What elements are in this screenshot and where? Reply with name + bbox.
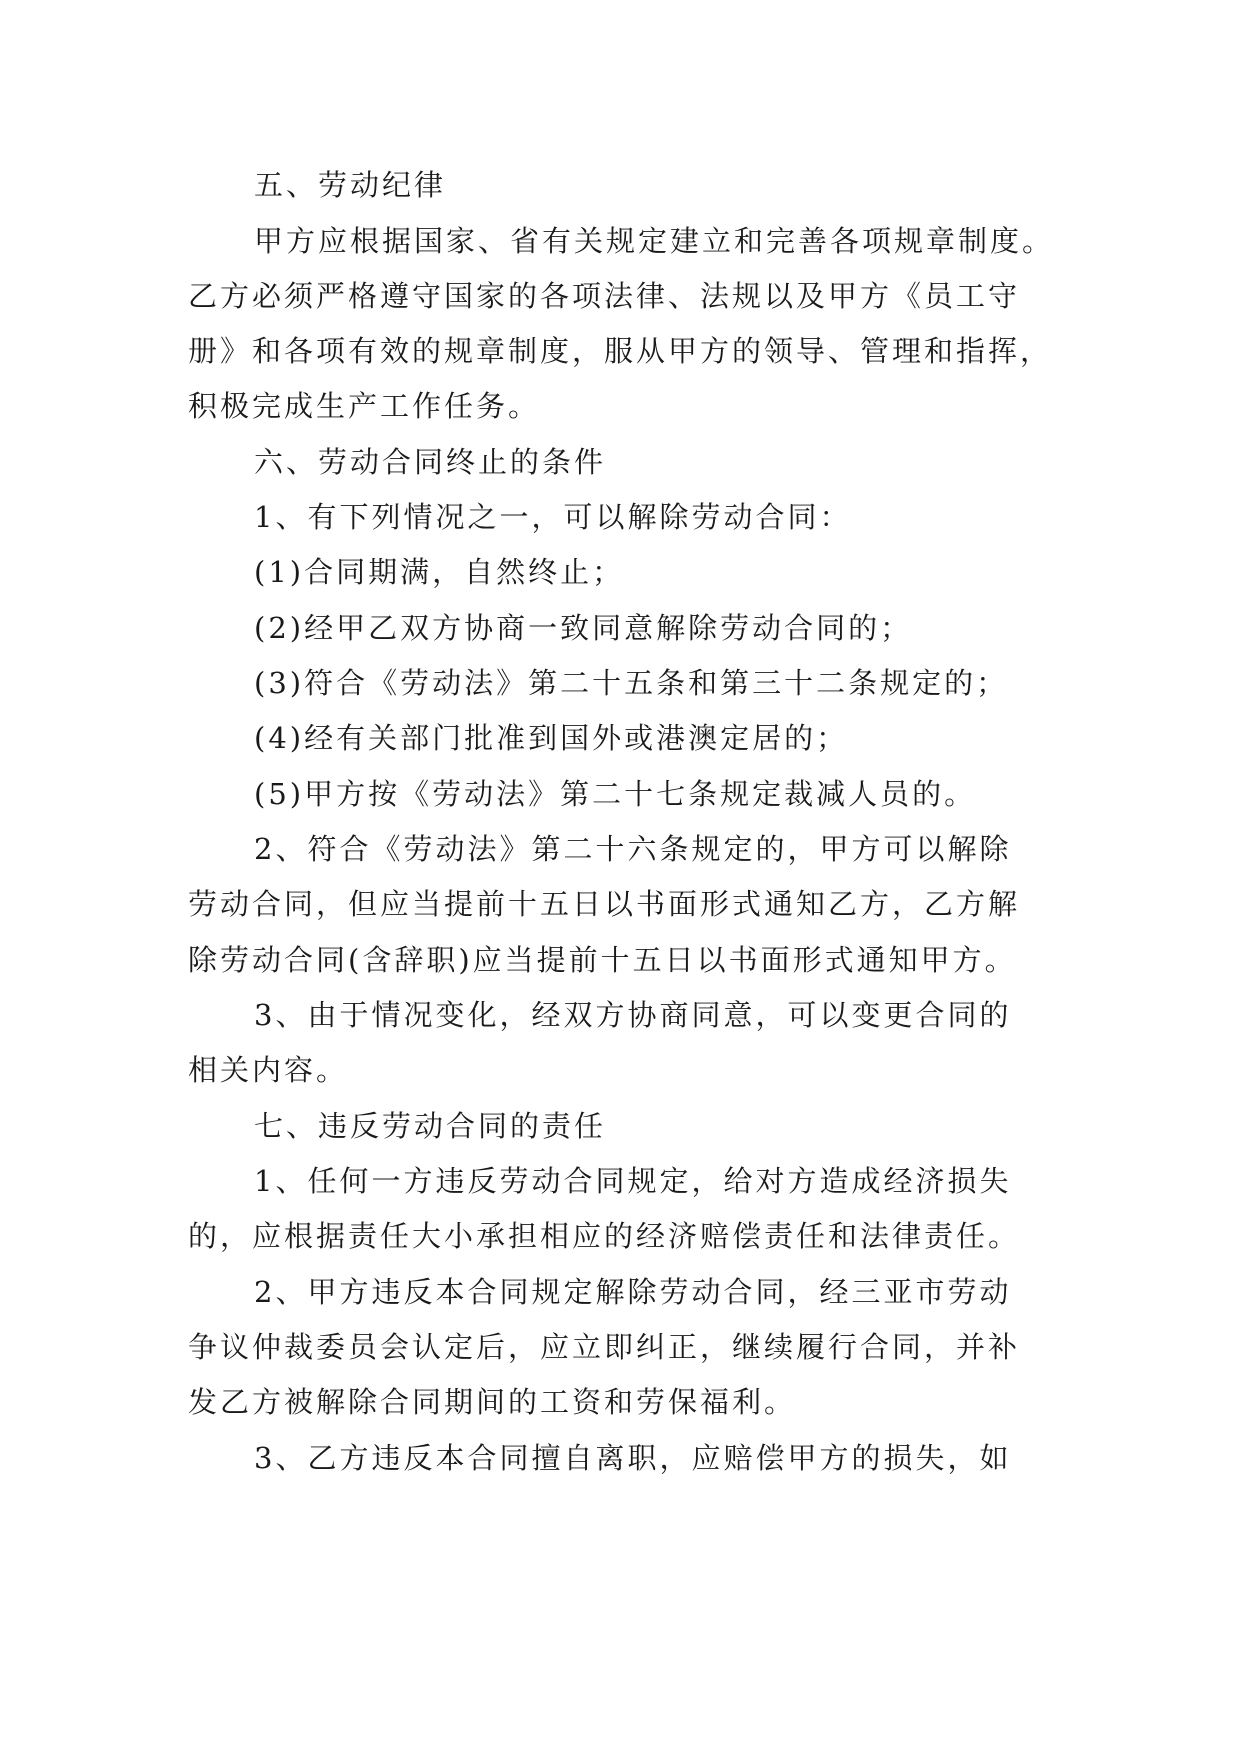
list-item: (2)经甲乙双方协商一致同意解除劳动合同的；: [254, 611, 913, 645]
paragraph-line: 乙方必须严格遵守国家的各项法律、法规以及甲方《员工守: [188, 279, 1021, 313]
clause-line: 3、由于情况变化，经双方协商同意，可以变更合同的: [254, 998, 1012, 1032]
clause-line: 2、甲方违反本合同规定解除劳动合同，经三亚市劳动: [254, 1275, 1012, 1309]
section-heading-labor-discipline: 五、劳动纪律: [254, 168, 447, 202]
paragraph-line: 除劳动合同(含辞职)应当提前十五日以书面形式通知甲方。: [188, 943, 1017, 977]
list-item: (5)甲方按《劳动法》第二十七条规定裁减人员的。: [254, 777, 977, 811]
clause-line: 1、任何一方违反劳动合同规定，给对方造成经济损失: [254, 1164, 1012, 1198]
clause-line: 1、有下列情况之一，可以解除劳动合同：: [254, 500, 852, 534]
paragraph-line: 积极完成生产工作任务。: [188, 389, 541, 423]
list-item: (3)符合《劳动法》第二十五条和第三十二条规定的；: [254, 666, 1009, 700]
paragraph-line: 册》和各项有效的规章制度，服从甲方的领导、管理和指挥，: [188, 334, 1053, 368]
list-item: (1)合同期满，自然终止；: [254, 555, 625, 589]
clause-line: 2、符合《劳动法》第二十六条规定的，甲方可以解除: [254, 832, 1012, 866]
section-heading-termination-conditions: 六、劳动合同终止的条件: [254, 445, 607, 479]
paragraph-line: 相关内容。: [188, 1053, 349, 1087]
paragraph-line: 的，应根据责任大小承担相应的经济赔偿责任和法律责任。: [188, 1219, 1021, 1253]
section-heading-breach-liability: 七、违反劳动合同的责任: [254, 1109, 607, 1143]
clause-line: 3、乙方违反本合同擅自离职，应赔偿甲方的损失，如: [254, 1441, 1012, 1475]
paragraph-line: 甲方应根据国家、省有关规定建立和完善各项规章制度。: [254, 224, 1055, 258]
paragraph-line: 争议仲裁委员会认定后，应立即纠正，继续履行合同，并补: [188, 1330, 1021, 1364]
paragraph-line: 劳动合同，但应当提前十五日以书面形式通知乙方，乙方解: [188, 887, 1021, 921]
list-item: (4)经有关部门批准到国外或港澳定居的；: [254, 721, 849, 755]
paragraph-line: 发乙方被解除合同期间的工资和劳保福利。: [188, 1385, 797, 1419]
